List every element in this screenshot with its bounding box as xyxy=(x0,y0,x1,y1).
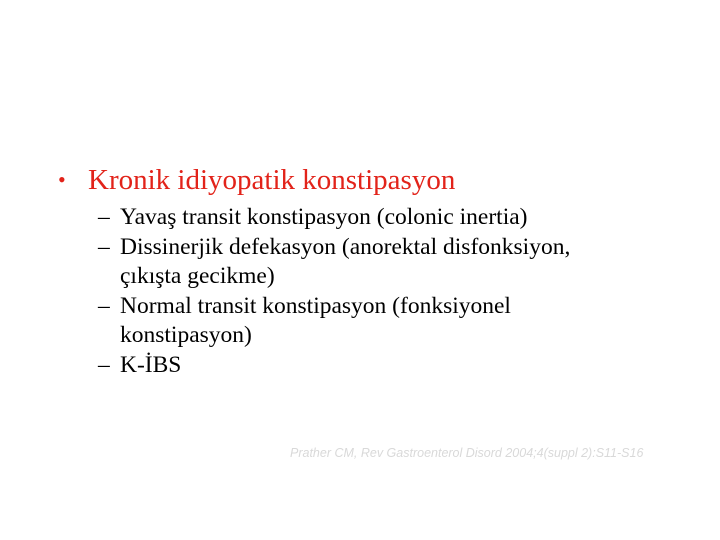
sub-bullet-item xyxy=(98,233,698,263)
sub-bullet-item xyxy=(98,203,698,233)
dash-icon: – xyxy=(98,351,110,378)
sub-bullet-text: Yavaş transit konstipasyon (colonic inertia) xyxy=(120,204,528,230)
dash-icon: – xyxy=(98,204,110,230)
sub-bullet-list xyxy=(98,203,698,380)
sub-bullet-text: Normal transit konstipasyon (fonksiyonel xyxy=(120,292,511,319)
sub-bullet-text: K-İBS xyxy=(120,351,182,378)
bullet-icon: • xyxy=(58,167,66,192)
sub-bullet-text: Dissinerjik defekasyon (anorektal disfonksiyon, xyxy=(120,233,571,260)
main-bullet-text: Kronik idiyopatik konstipasyon xyxy=(88,163,456,196)
citation: Prather CM, Rev Gastroenterol Disord 2004;4(suppl 2):S11-S16 xyxy=(290,446,644,460)
sub-bullet-item xyxy=(98,351,698,381)
dash-icon: – xyxy=(98,292,110,319)
main-bullet xyxy=(58,160,455,200)
sub-bullet-item xyxy=(98,292,698,322)
dash-icon: – xyxy=(98,233,110,260)
sub-bullet-continuation: çıkışta gecikme) xyxy=(120,263,275,289)
sub-bullet-continuation: konstipasyon) xyxy=(120,322,252,348)
